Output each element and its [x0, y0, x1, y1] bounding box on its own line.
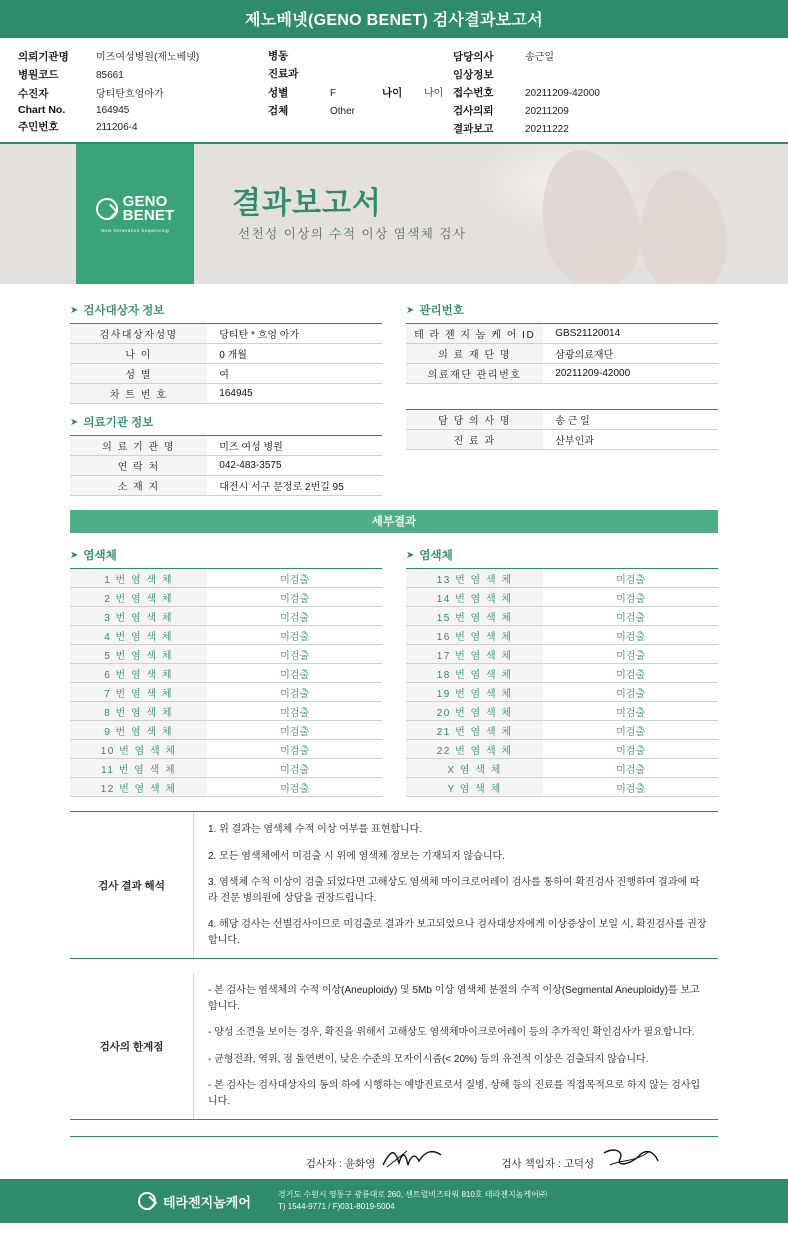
- header-field: [18, 85, 268, 101]
- interpretation-paragraph: 1. 위 결과는 염색체 수적 이상 여부를 표현합니다.: [208, 824, 423, 835]
- chrom-result: 미검출: [207, 607, 382, 626]
- table-row: [70, 324, 382, 344]
- row-value: 여: [207, 364, 382, 384]
- field-value-age: 나이: [424, 88, 444, 99]
- chrom-result: 미검출: [207, 759, 382, 778]
- row-key: 의 료 재 단 명: [406, 344, 543, 364]
- info-columns: [70, 298, 718, 496]
- chrom-name: 5 번 염 색 체: [70, 645, 207, 664]
- header-field: [453, 103, 770, 118]
- row-key: 담 당 의 사 명: [406, 410, 543, 430]
- limitation-block: [70, 973, 718, 1120]
- header-field: [18, 104, 268, 116]
- logo-top: [96, 195, 175, 223]
- footer-logo: [18, 1192, 278, 1211]
- info-column-right: [406, 298, 718, 496]
- footer-company-name: 테라젠지놈케어: [163, 1194, 251, 1210]
- section-heading-chromosome-right: [406, 547, 718, 563]
- table-row: [70, 436, 382, 456]
- field-value: 164945: [96, 105, 130, 116]
- chrom-name: 7 번 염 색 체: [70, 683, 207, 702]
- section-heading-chromosome-left: [70, 547, 382, 563]
- signature-area: [70, 1136, 718, 1171]
- row-key: 성 별: [70, 364, 207, 384]
- row-key: 연 락 처: [70, 456, 207, 476]
- table-row: [406, 721, 718, 740]
- chrom-name: 17 번 염 색 체: [406, 645, 543, 664]
- table-row: [406, 324, 718, 344]
- interpretation-paragraph: 2. 모든 염색체에서 미검출 시 위에 염색체 정보는 기재되지 않습니다.: [208, 850, 505, 862]
- chrom-name: 2 번 염 색 체: [70, 588, 207, 607]
- chrom-name: 9 번 염 색 체: [70, 721, 207, 740]
- chrom-result: 미검출: [207, 588, 382, 607]
- interpretation-label: 검사 결과 해석: [70, 812, 194, 958]
- signature-mark-manager: [600, 1145, 662, 1171]
- chrom-result: 미검출: [207, 702, 382, 721]
- table-row: [70, 364, 382, 384]
- chrom-result: 미검출: [543, 569, 718, 588]
- header-col-middle: [268, 48, 453, 136]
- chromosome-column-left: [70, 543, 382, 797]
- table-row: [406, 569, 718, 588]
- header-field: [453, 85, 770, 100]
- spacer: [406, 396, 718, 409]
- row-key: 의 료 기 관 명: [70, 436, 207, 456]
- field-label: 병원코드: [18, 69, 59, 81]
- chrom-name: 19 번 염 색 체: [406, 683, 543, 702]
- row-value: 산부인과: [543, 430, 718, 450]
- section-heading-subject-info: [70, 302, 382, 318]
- table-row: [70, 588, 382, 607]
- foot-shape: [528, 144, 651, 284]
- table-row: [70, 683, 382, 702]
- interpretation-paragraph: 3. 염색체 수적 이상이 검출 되었다면 고해상도 염색체 마이크로어레이 검사를 통하여 확진검사 진행하여 결과에 따라 전문 병의원에 상담을 권장드립니다.: [208, 877, 700, 904]
- field-label: 수진자: [18, 88, 49, 100]
- section-heading-label: 검사대상자 정보: [83, 305, 165, 317]
- field-label: 주민번호: [18, 121, 59, 133]
- header-col-right: [453, 48, 770, 136]
- banner-title: 결과보고서: [232, 187, 382, 220]
- banner-subtitle: 선천성 이상의 수적 이상 염색체 검사: [238, 227, 467, 241]
- doctor-info-table: [406, 409, 718, 450]
- section-heading-label: 의료기관 정보: [83, 417, 154, 429]
- header-field: [18, 119, 268, 134]
- header-field: [18, 48, 268, 64]
- chrom-result: 미검출: [543, 626, 718, 645]
- table-row: [70, 476, 382, 496]
- chrom-result: 미검출: [207, 664, 382, 683]
- institution-info-table: [70, 435, 382, 496]
- signature-tester-label: 검사자 : 윤화영: [305, 1158, 376, 1170]
- chrom-name: 18 번 염 색 체: [406, 664, 543, 683]
- field-value: 211206-4: [96, 122, 138, 133]
- header-field: [268, 66, 453, 81]
- field-label: 임상정보: [453, 69, 494, 81]
- section-heading-label: 염색체: [419, 550, 453, 562]
- table-row: [70, 456, 382, 476]
- interpretation-paragraph: 4. 해당 검사는 선별검사이므로 미검출로 결과가 보고되었으나 검사대상자에게 이상증상이 보일 시, 확진검사를 권장합니다.: [208, 919, 707, 946]
- table-row: [70, 645, 382, 664]
- chrom-result: 미검출: [207, 740, 382, 759]
- footer-address-line2: T) 1544-9771 / F)031-8019-5004: [278, 1202, 395, 1211]
- table-row: [70, 778, 382, 797]
- chromosome-column-right: [406, 543, 718, 797]
- chrom-name: 8 번 염 색 체: [70, 702, 207, 721]
- table-row: [70, 740, 382, 759]
- limitation-label: 검사의 한계점: [70, 973, 194, 1119]
- chrom-name: 3 번 염 색 체: [70, 607, 207, 626]
- g-circle-icon: [96, 198, 118, 220]
- chrom-result: 미검출: [543, 759, 718, 778]
- chrom-result: 미검출: [207, 645, 382, 664]
- table-row: [70, 664, 382, 683]
- table-row: [406, 645, 718, 664]
- chrom-result: 미검출: [543, 721, 718, 740]
- header-field: [453, 48, 770, 64]
- chrom-result: 미검출: [543, 740, 718, 759]
- limitation-paragraph: - 양성 소견을 보이는 경우, 확진을 위해서 고해상도 염색체마이크로어레이 등의 추가적인 확인검사가 필요합니다.: [208, 1027, 695, 1038]
- table-row: [406, 607, 718, 626]
- row-value: GBS21120014: [543, 324, 718, 344]
- chrom-result: 미검출: [207, 683, 382, 702]
- chrom-name: 13 번 염 색 체: [406, 569, 543, 588]
- row-value: 0 개월: [207, 344, 382, 364]
- chromosome-table-left: [70, 568, 382, 797]
- field-label-age: 나이: [382, 87, 403, 99]
- header-field: [453, 67, 770, 82]
- row-key: 검사대상자성명: [70, 324, 207, 344]
- g-circle-icon: [138, 1192, 156, 1210]
- chrom-result: 미검출: [543, 702, 718, 721]
- table-row: [406, 778, 718, 797]
- table-row: [406, 702, 718, 721]
- field-value: 송근일: [525, 52, 554, 63]
- logo-line2: BENET: [122, 207, 175, 224]
- subject-info-table: [70, 323, 382, 404]
- row-key: 차 트 번 호: [70, 384, 207, 404]
- header-field: [18, 67, 268, 82]
- field-label: 진료과: [268, 68, 299, 80]
- chrom-name: 10 번 염 색 체: [70, 740, 207, 759]
- table-row: [406, 740, 718, 759]
- signature-manager: [501, 1145, 662, 1171]
- chrom-name: 14 번 염 색 체: [406, 588, 543, 607]
- table-row: [406, 344, 718, 364]
- row-key: 의료재단 관리번호: [406, 364, 543, 384]
- field-value: 85661: [96, 70, 124, 81]
- chrom-name: 16 번 염 색 체: [406, 626, 543, 645]
- table-row: [70, 384, 382, 404]
- management-no-table: [406, 323, 718, 384]
- limitation-paragraph: - 본 검사는 검사대상자의 동의 하에 시행하는 예방진료로서 질병, 상해 등의 진료를 직접목적으로 하지 않는 검사입니다.: [208, 1080, 701, 1107]
- table-row: [406, 364, 718, 384]
- chrom-name: 12 번 염 색 체: [70, 778, 207, 797]
- arrow-icon: ➤: [70, 416, 79, 428]
- section-heading-institution-info: [70, 414, 382, 430]
- limitation-body: [194, 973, 718, 1119]
- spacer: [406, 384, 718, 396]
- field-value: 20211209-42000: [525, 88, 600, 99]
- row-value: 당티탄 * 흐엉 아가: [207, 324, 382, 344]
- chrom-name: 21 번 염 색 체: [406, 721, 543, 740]
- field-label: Chart No.: [18, 104, 66, 116]
- section-heading-management-no: [406, 302, 718, 318]
- arrow-icon: ➤: [70, 304, 79, 316]
- chrom-name: 1 번 염 색 체: [70, 569, 207, 588]
- field-value: 20211209: [525, 106, 569, 117]
- chrom-result: 미검출: [207, 721, 382, 740]
- row-value: 20211209-42000: [543, 364, 718, 384]
- table-row: [406, 759, 718, 778]
- header-field: [268, 103, 453, 118]
- field-value: F: [330, 88, 337, 99]
- chrom-name: Y 염 색 체: [406, 778, 543, 797]
- field-label: 검사의뢰: [453, 105, 494, 117]
- table-row: [70, 569, 382, 588]
- field-label: 담당의사: [453, 51, 494, 63]
- footer-bottom-spacer: [0, 1223, 788, 1233]
- signature-tester: [306, 1145, 444, 1171]
- row-value: 042-483-3575: [207, 456, 382, 476]
- row-value: 대전시 서구 문정로 2번길 95: [207, 476, 382, 496]
- field-value: 20211222: [525, 124, 569, 135]
- footer-address: [278, 1189, 547, 1213]
- table-row: [406, 430, 718, 450]
- row-key: 나 이: [70, 344, 207, 364]
- report-title: 제노베넷(GENO BENET) 검사결과보고서: [244, 12, 544, 29]
- chromosome-columns: [70, 543, 718, 797]
- table-row: [406, 626, 718, 645]
- detail-results-label: 세부결과: [371, 516, 417, 528]
- field-label: 접수번호: [453, 87, 494, 99]
- row-key: 소 재 지: [70, 476, 207, 496]
- arrow-icon: ➤: [70, 549, 79, 561]
- arrow-icon: ➤: [406, 549, 415, 561]
- chrom-result: 미검출: [207, 778, 382, 797]
- chrom-name: 6 번 염 색 체: [70, 664, 207, 683]
- table-row: [70, 759, 382, 778]
- table-row: [406, 683, 718, 702]
- field-value: 당티탄흐엉아가: [96, 89, 164, 100]
- field-label: 결과보고: [453, 123, 494, 135]
- signature-manager-label: 검사 책임자 : 고덕성: [501, 1158, 595, 1170]
- field-label: 병동: [268, 50, 289, 62]
- field-label: 검체: [268, 105, 289, 117]
- report-banner: [0, 144, 788, 284]
- limitation-paragraph: - 균형전좌, 역위, 점 돌연변이, 낮은 수준의 모자이시즘(< 20%) 등의 유전적 이상은 검출되지 않습니다.: [208, 1053, 649, 1065]
- chrom-result: 미검출: [543, 588, 718, 607]
- geno-benet-logo: [76, 144, 194, 284]
- chrom-result: 미검출: [543, 683, 718, 702]
- section-heading-label: 관리번호: [419, 305, 464, 317]
- logo-text: [123, 195, 175, 223]
- row-value: 미즈 여성 병원: [207, 436, 382, 456]
- table-row: [70, 626, 382, 645]
- row-value: 164945: [207, 384, 382, 404]
- detail-results-bar: [70, 510, 718, 533]
- chrom-name: 4 번 염 색 체: [70, 626, 207, 645]
- arrow-icon: ➤: [406, 304, 415, 316]
- header-col-left: [18, 48, 268, 136]
- table-row: [70, 344, 382, 364]
- info-column-left: [70, 298, 382, 496]
- foot-shape: [635, 166, 732, 284]
- table-row: [406, 410, 718, 430]
- chrom-result: 미검출: [207, 569, 382, 588]
- field-label: 의뢰기관명: [18, 51, 69, 63]
- section-heading-label: 염색체: [83, 550, 117, 562]
- field-label: 성별: [268, 87, 289, 99]
- row-key: 진 료 과: [406, 430, 543, 450]
- report-title-bar: [0, 0, 788, 38]
- chrom-name: 22 번 염 색 체: [406, 740, 543, 759]
- field-value: Other: [330, 106, 356, 117]
- chrom-result: 미검출: [543, 645, 718, 664]
- header-info: [0, 40, 788, 144]
- chrom-name: 15 번 염 색 체: [406, 607, 543, 626]
- chrom-result: 미검출: [543, 607, 718, 626]
- footer-address-line1: 경기도 수원시 영통구 광룡대로 260, 센트럴비즈타워 810호 테라젠지놈케어㈜: [278, 1190, 547, 1199]
- chrom-name: X 염 색 체: [406, 759, 543, 778]
- row-value: 삼광의료재단: [543, 344, 718, 364]
- row-key: 테 라 젠 지 놈 케 어 ID: [406, 324, 543, 344]
- signature-mark-tester: [381, 1145, 443, 1171]
- header-field: [453, 121, 770, 136]
- interpretation-body: [194, 812, 718, 958]
- logo-tagline: Next Generation Sequencing: [100, 228, 170, 233]
- table-row: [70, 702, 382, 721]
- chrom-result: 미검출: [207, 626, 382, 645]
- chrom-name: 11 번 염 색 체: [70, 759, 207, 778]
- logo-line1: GENO: [122, 193, 168, 210]
- chrom-result: 미검출: [543, 664, 718, 683]
- row-value: 송 근 일: [543, 410, 718, 430]
- table-row: [406, 588, 718, 607]
- report-body: [0, 284, 788, 1171]
- header-field: [268, 48, 453, 63]
- chrom-result: 미검출: [543, 778, 718, 797]
- report-footer: [0, 1179, 788, 1223]
- chromosome-table-right: [406, 568, 718, 797]
- header-field-gender-age: [268, 84, 453, 100]
- table-row: [406, 664, 718, 683]
- limitation-paragraph: - 본 검사는 염색체의 수적 이상(Aneuploidy) 및 5Mb 이상 염색체 분절의 수적 이상(Segmental Aneuploidy)를 보고합니다.: [208, 985, 700, 1012]
- table-row: [70, 721, 382, 740]
- field-value: 미즈여성병원(제노베넷): [96, 52, 200, 63]
- chrom-name: 20 번 염 색 체: [406, 702, 543, 721]
- interpretation-block: [70, 811, 718, 959]
- table-row: [70, 607, 382, 626]
